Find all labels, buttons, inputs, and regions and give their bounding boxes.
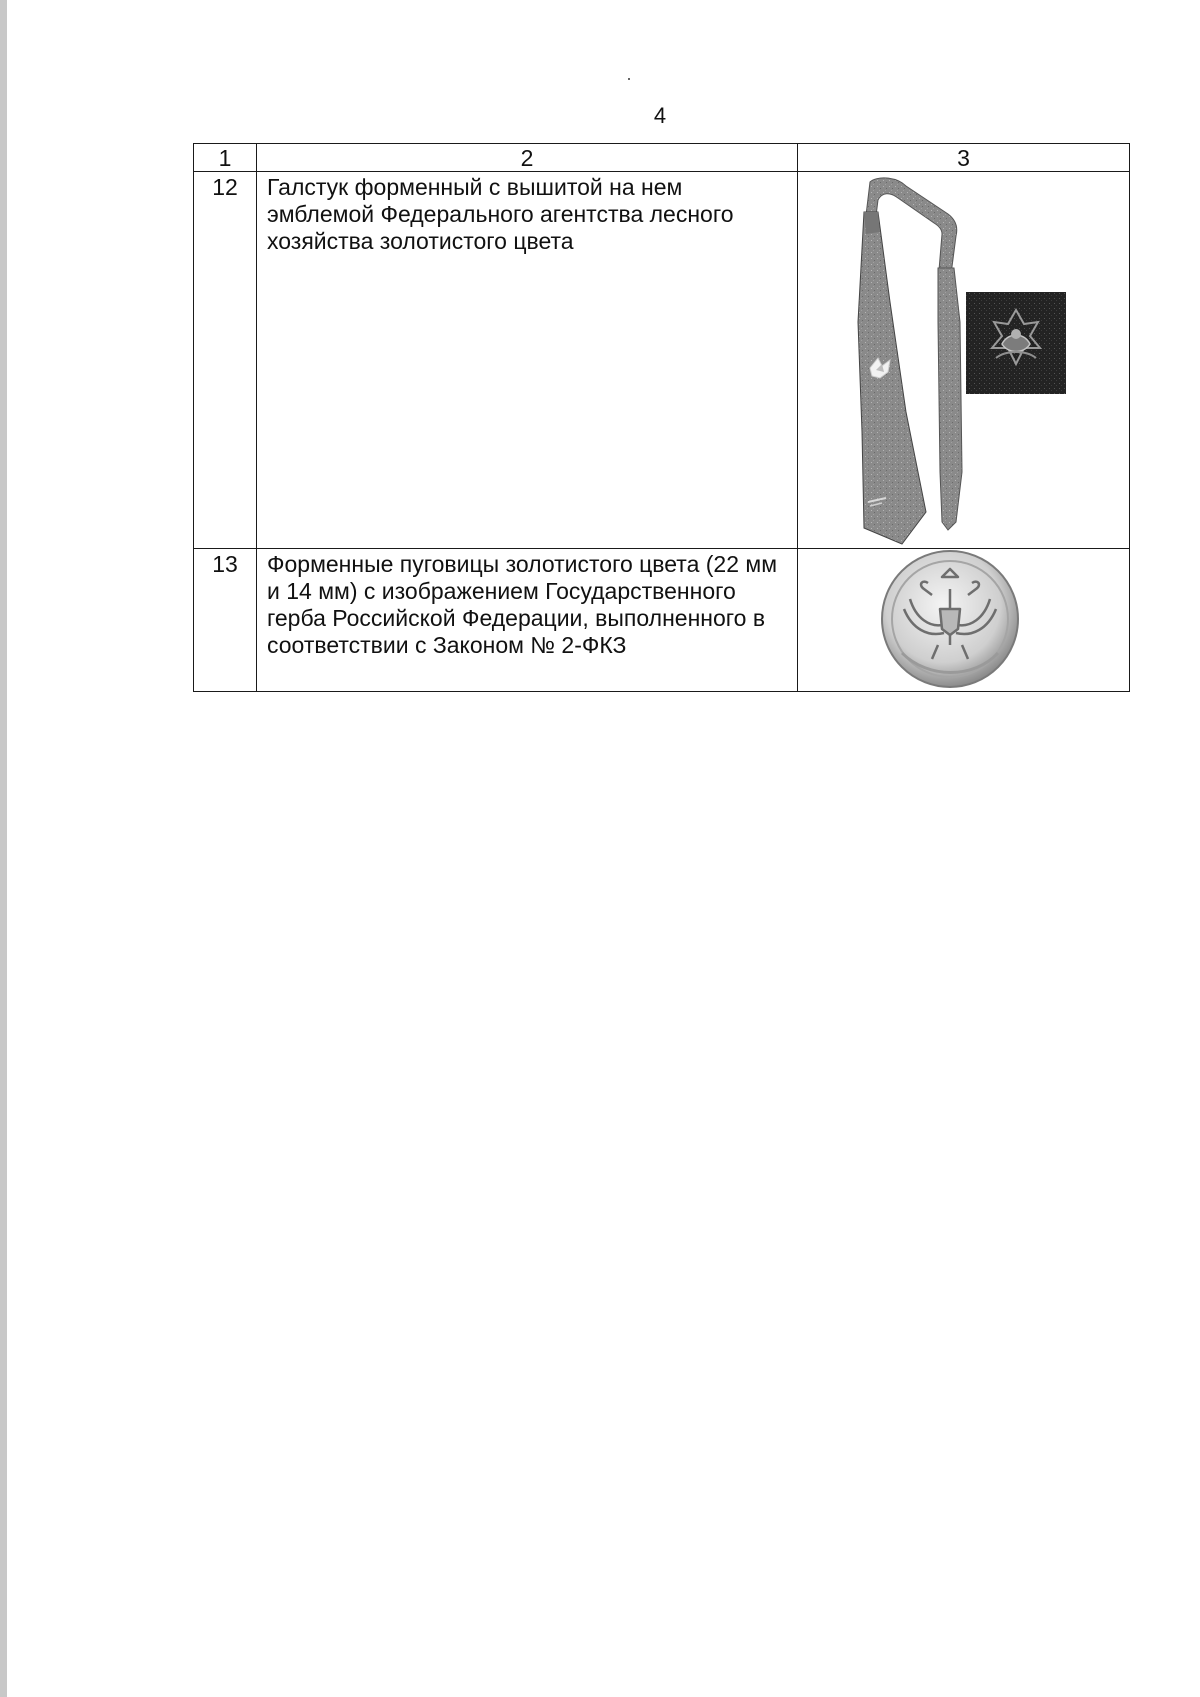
item-description: Форменные пуговицы золотистого цвета (22 мм и 14 мм) с изображением Государственного герба Российской Федерации, выполненного в соответствии с Законом № 2-ФКЗ	[257, 549, 798, 692]
scan-edge-strip	[0, 0, 7, 1697]
column-header-3: 3	[798, 144, 1130, 172]
scan-artifact	[628, 78, 630, 80]
tie-with-emblem-image	[798, 172, 1130, 546]
table-header-row	[194, 144, 1130, 172]
emblem-closeup-image	[966, 292, 1066, 394]
item-image-cell	[798, 172, 1130, 549]
row-number: 13	[194, 549, 257, 692]
item-description: Галстук форменный с вышитой на нем эмблемой Федерального агентства лесного хозяйства золотистого цвета	[257, 172, 798, 549]
table-row	[194, 549, 1130, 692]
column-header-2: 2	[257, 144, 798, 172]
column-header-1: 1	[194, 144, 257, 172]
row-number: 12	[194, 172, 257, 549]
button-with-coat-of-arms-image	[798, 549, 1130, 689]
page-number: 4	[653, 103, 667, 128]
item-image-cell	[798, 549, 1130, 692]
uniform-items-table	[193, 143, 1130, 692]
table-row	[194, 172, 1130, 549]
